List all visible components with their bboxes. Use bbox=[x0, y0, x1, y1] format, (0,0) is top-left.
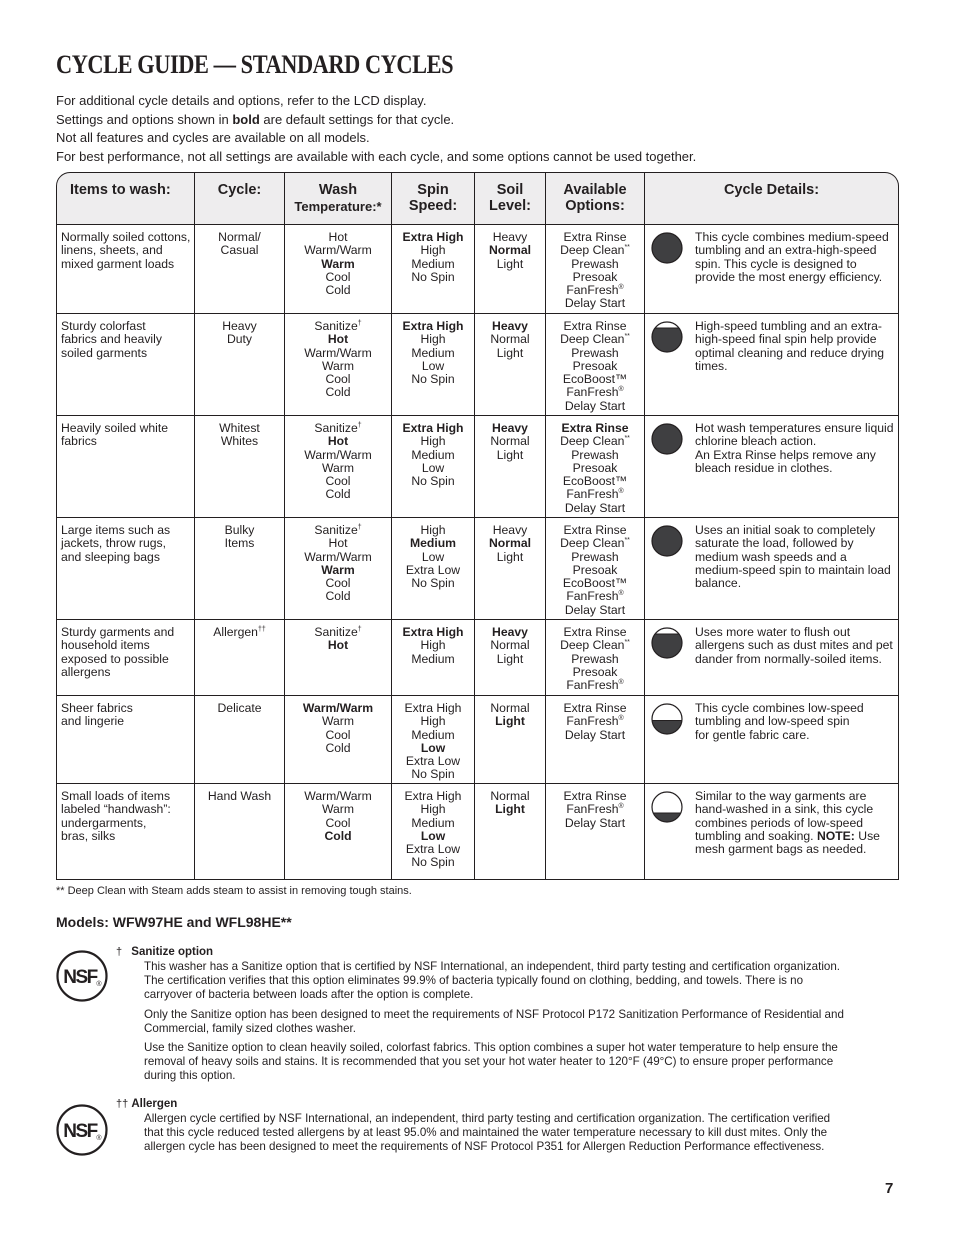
soil-option: Light bbox=[496, 549, 524, 564]
spin-option: Medium bbox=[411, 447, 455, 462]
spin-option: Extra Low bbox=[405, 562, 461, 577]
table-header-row bbox=[56, 172, 899, 225]
cycle-guide-table bbox=[56, 172, 899, 880]
soil-option: Light bbox=[495, 802, 525, 817]
soil-level-cell bbox=[475, 416, 546, 518]
table-row bbox=[56, 518, 899, 620]
temperature-option: Cold bbox=[325, 385, 351, 400]
available-option: Prewash bbox=[571, 447, 619, 462]
table-row bbox=[56, 416, 899, 518]
spin-option: Low bbox=[421, 549, 445, 564]
header-soil-level: Soil Level: bbox=[475, 172, 546, 225]
wash-temperature-cell bbox=[285, 518, 392, 620]
table-row bbox=[56, 620, 899, 696]
temperature-option: Warm/Warm bbox=[304, 789, 372, 803]
spin-option: Medium bbox=[411, 815, 455, 830]
available-option: Prewash bbox=[571, 651, 619, 666]
items-line: Heavily soiled white bbox=[61, 421, 169, 435]
soil-level-cell bbox=[475, 518, 546, 620]
items-line: mixed garment loads bbox=[61, 256, 175, 271]
soil-option: Light bbox=[496, 345, 524, 360]
soil-option: Normal bbox=[489, 243, 531, 258]
temperature-option: Cool bbox=[325, 576, 351, 591]
available-option: FanFresh® bbox=[566, 283, 624, 298]
available-option: Presoak bbox=[572, 562, 618, 577]
cycle-details-cell bbox=[645, 620, 899, 696]
soil-option: Light bbox=[495, 714, 525, 729]
table-row bbox=[56, 784, 899, 880]
spin-speed-cell bbox=[392, 518, 475, 620]
cycle-name: Delicate bbox=[217, 701, 262, 715]
temperature-option: Warm bbox=[321, 460, 355, 475]
temperature-option: Warm bbox=[321, 256, 355, 271]
temperature-option: Hot bbox=[327, 332, 349, 347]
spin-option: Extra Low bbox=[405, 754, 461, 769]
spin-option: No Spin bbox=[411, 269, 455, 284]
items-to-wash-cell bbox=[56, 696, 195, 784]
temperature-option: Sanitize† bbox=[314, 319, 362, 333]
intro-text bbox=[56, 92, 696, 166]
items-line: fabrics and heavily bbox=[61, 332, 162, 347]
svg-text:®: ® bbox=[96, 1135, 102, 1142]
spin-option: No Spin bbox=[411, 474, 455, 489]
items-line: fabrics bbox=[61, 434, 97, 449]
cycle-details-cell bbox=[645, 416, 899, 518]
spin-option: High bbox=[420, 523, 446, 537]
available-options-cell bbox=[546, 696, 645, 784]
items-line: and lingerie bbox=[61, 714, 125, 729]
available-option: Delay Start bbox=[564, 815, 626, 830]
available-option: Presoak bbox=[572, 460, 618, 475]
wash-temperature-cell bbox=[285, 784, 392, 880]
temperature-option: Warm/Warm bbox=[304, 345, 372, 360]
cycle-intensity-dial-icon bbox=[651, 627, 683, 659]
soil-option: Light bbox=[496, 447, 524, 462]
svg-text:®: ® bbox=[96, 981, 102, 988]
available-option: Extra Rinse bbox=[563, 230, 627, 244]
items-line: Normally soiled cottons, bbox=[61, 230, 191, 244]
sanitize-text: This washer has a Sanitize option that is certified by NSF International, an independent, third party testing and certification organization. The certification verifies that this option eliminates 99.9% of bacteria typically found on clothing, bedding, and towels. There is no carryover of bacteria between loads after the option is complete. Only the Sanitize option has been designed to meet the requirements of NSF Protocol P172 Sanitization Performance of Residential and Commercial, family sized clothes washer. Use the Sanitize option to clean heavily soiled, colorfast fabrics. This option combines a super hot water temperature to help ensure the removal of heavy soils and stains. It is recommended that you set your hot water heater to 120°F (49°C) to ensure proper performance during this option. bbox=[144, 960, 844, 1083]
wash-temperature-cell bbox=[285, 314, 392, 416]
cycle-details-cell bbox=[645, 225, 899, 314]
spin-option: Extra High bbox=[404, 701, 462, 715]
available-option: Deep Clean** bbox=[560, 332, 630, 347]
items-to-wash-cell bbox=[56, 620, 195, 696]
temperature-option: Cool bbox=[325, 815, 351, 830]
items-line: exposed to possible bbox=[61, 651, 169, 666]
cycle-name: Casual bbox=[220, 243, 259, 258]
available-option: Deep Clean** bbox=[560, 536, 630, 551]
cycle-details-text: Uses an initial soak to completely saturate the load, followed by medium wash speeds and a medium-speed spin to maintain load balance. bbox=[695, 523, 891, 591]
spin-speed-cell bbox=[392, 620, 475, 696]
spin-speed-cell bbox=[392, 696, 475, 784]
items-to-wash-cell bbox=[56, 225, 195, 314]
cycle-name: Items bbox=[224, 536, 255, 551]
cycle-name: Bulky bbox=[224, 523, 255, 537]
soil-level-cell bbox=[475, 784, 546, 880]
spin-speed-cell bbox=[392, 784, 475, 880]
intro-line: Settings and options shown in bold are default settings for that cycle. bbox=[56, 111, 455, 127]
cycle-cell bbox=[195, 518, 285, 620]
temperature-option: Warm bbox=[321, 358, 355, 373]
spin-option: Medium bbox=[409, 536, 457, 551]
temperature-option: Cold bbox=[324, 828, 352, 843]
available-option: Delay Start bbox=[564, 398, 626, 413]
available-option: FanFresh® bbox=[566, 714, 624, 729]
table-row bbox=[56, 314, 899, 416]
spin-option: Low bbox=[420, 740, 446, 755]
items-to-wash-cell bbox=[56, 314, 195, 416]
spin-option: Extra High bbox=[404, 789, 462, 803]
header-cycle: Cycle: bbox=[195, 172, 285, 225]
spin-option: No Spin bbox=[411, 767, 455, 782]
soil-level-cell bbox=[475, 225, 546, 314]
cycle-details-cell bbox=[645, 314, 899, 416]
items-to-wash-cell bbox=[56, 416, 195, 518]
available-options-cell bbox=[546, 620, 645, 696]
spin-option: High bbox=[420, 714, 446, 729]
temperature-option: Cold bbox=[325, 283, 351, 298]
soil-option: Normal bbox=[490, 789, 530, 803]
temperature-option: Cool bbox=[325, 372, 351, 387]
temperature-option: Warm bbox=[321, 714, 355, 729]
spin-option: High bbox=[420, 243, 446, 258]
available-option: Delay Start bbox=[564, 602, 626, 617]
header-cycle-details: Cycle Details: bbox=[645, 172, 899, 225]
items-line: linens, sheets, and bbox=[61, 243, 163, 258]
cycle-intensity-dial-icon bbox=[651, 525, 683, 557]
available-option: EcoBoost™ bbox=[562, 372, 628, 387]
cycle-details-text: Hot wash temperatures ensure liquid chlorine bleach action. An Extra Rinse helps remove any bleach residue in clothes. bbox=[695, 421, 894, 475]
header-available-options: Available Options: bbox=[546, 172, 645, 225]
cycle-name: Whites bbox=[220, 434, 259, 449]
soil-option: Heavy bbox=[492, 230, 528, 244]
cycle-name: Heavy bbox=[222, 319, 257, 333]
available-options-cell bbox=[546, 518, 645, 620]
cycle-details-text: This cycle combines medium-speed tumbling and an extra-high-speed spin. This cycle is designed to provide the most energy efficiency. bbox=[695, 230, 889, 284]
soil-level-cell bbox=[475, 314, 546, 416]
temperature-option: Warm/Warm bbox=[302, 701, 374, 715]
items-line: allergens bbox=[61, 664, 111, 679]
header-items: Items to wash: bbox=[56, 172, 195, 225]
available-option: Prewash bbox=[571, 345, 619, 360]
items-line: Large items such as bbox=[61, 523, 171, 537]
temperature-option: Warm bbox=[321, 562, 355, 577]
wash-temperature-cell bbox=[285, 416, 392, 518]
cycle-name: Normal/ bbox=[218, 230, 261, 244]
soil-option: Heavy bbox=[492, 523, 528, 537]
temperature-option: Cold bbox=[325, 487, 351, 502]
spin-option: Medium bbox=[411, 345, 455, 360]
spin-option: No Spin bbox=[411, 372, 455, 387]
intro-line: For best performance, not all settings are available with each cycle, and some options cannot be used together. bbox=[56, 148, 697, 164]
cycle-intensity-dial-icon bbox=[651, 423, 683, 455]
temperature-option: Hot bbox=[327, 434, 349, 449]
spin-option: Medium bbox=[411, 256, 455, 271]
temperature-option: Cool bbox=[325, 474, 351, 489]
items-to-wash-cell bbox=[56, 784, 195, 880]
available-option: Presoak bbox=[572, 269, 618, 284]
spin-option: Extra High bbox=[402, 625, 464, 639]
cycle-details-text: Uses more water to flush out allergens such as dust mites and pet dander from normally-soiled items. bbox=[695, 625, 893, 666]
cycle-details-cell bbox=[645, 696, 899, 784]
soil-level-cell bbox=[475, 696, 546, 784]
spin-option: Medium bbox=[411, 727, 455, 742]
soil-option: Normal bbox=[490, 434, 530, 449]
available-option: FanFresh® bbox=[566, 385, 624, 400]
soil-option: Light bbox=[496, 256, 524, 271]
available-option: Prewash bbox=[571, 256, 619, 271]
available-option: Delay Start bbox=[564, 296, 626, 311]
spin-speed-cell bbox=[392, 225, 475, 314]
spin-option: Low bbox=[421, 358, 445, 373]
temperature-option: Sanitize† bbox=[314, 421, 362, 435]
spin-option: Low bbox=[420, 828, 446, 843]
cycle-details-text: This cycle combines low-speed tumbling and low-speed spin for gentle fabric care. bbox=[695, 701, 864, 742]
nsf-logo bbox=[56, 1104, 108, 1156]
cycle-name: Hand Wash bbox=[207, 789, 272, 803]
temperature-option: Hot bbox=[327, 638, 349, 653]
table-row bbox=[56, 696, 899, 784]
items-line: Sturdy colorfast bbox=[61, 319, 146, 333]
cycle-cell bbox=[195, 620, 285, 696]
spin-option: No Spin bbox=[411, 855, 455, 870]
available-option: FanFresh® bbox=[566, 487, 624, 502]
spin-option: High bbox=[420, 638, 446, 653]
cycle-details-text: High-speed tumbling and an extra-high-speed final spin help provide optimal cleaning and reduce drying times. bbox=[695, 319, 885, 373]
spin-option: High bbox=[420, 332, 446, 347]
temperature-option: Cool bbox=[325, 269, 351, 284]
spin-speed-cell bbox=[392, 314, 475, 416]
intro-line: For additional cycle details and options, refer to the LCD display. bbox=[56, 93, 427, 108]
temperature-option: Warm/Warm bbox=[304, 447, 372, 462]
temperature-option: Hot bbox=[328, 230, 348, 244]
cycle-name: Whitest bbox=[219, 421, 260, 435]
svg-text:NSF: NSF bbox=[63, 967, 97, 988]
soil-option: Heavy bbox=[492, 421, 528, 435]
temperature-option: Warm/Warm bbox=[304, 549, 372, 564]
available-option: Presoak bbox=[572, 358, 618, 373]
available-option: Presoak bbox=[572, 664, 618, 679]
spin-option: High bbox=[420, 802, 446, 817]
spin-speed-cell bbox=[392, 416, 475, 518]
items-line: bras, silks bbox=[61, 828, 116, 843]
items-line: and sleeping bags bbox=[61, 549, 160, 564]
spin-option: Low bbox=[421, 460, 445, 475]
soil-option: Light bbox=[496, 651, 524, 666]
soil-option: Heavy bbox=[492, 319, 528, 333]
cycle-cell bbox=[195, 416, 285, 518]
svg-text:NSF: NSF bbox=[63, 1121, 97, 1142]
cycle-details-cell bbox=[645, 518, 899, 620]
spin-option: No Spin bbox=[411, 576, 455, 591]
available-option: FanFresh® bbox=[566, 678, 624, 693]
cycle-name: Duty bbox=[226, 332, 253, 347]
temperature-option: Warm/Warm bbox=[304, 243, 372, 258]
available-option: Prewash bbox=[571, 549, 619, 564]
available-option: Extra Rinse bbox=[563, 701, 627, 715]
table-row bbox=[56, 225, 899, 314]
soil-option: Normal bbox=[490, 332, 530, 347]
items-line: Small loads of items bbox=[61, 789, 171, 803]
available-option: Extra Rinse bbox=[563, 319, 627, 333]
nsf-logo bbox=[56, 950, 108, 1002]
soil-option: Normal bbox=[490, 701, 530, 715]
items-line: undergarments, bbox=[61, 815, 147, 830]
items-line: labeled “handwash”: bbox=[61, 802, 171, 817]
deep-clean-footnote: ** Deep Clean with Steam adds steam to assist in removing tough stains. bbox=[56, 885, 412, 897]
temperature-option: Warm bbox=[321, 802, 355, 817]
items-line: Sheer fabrics bbox=[61, 701, 133, 715]
header-wash-temperature: Wash Temperature:* bbox=[285, 172, 392, 225]
temperature-option: Hot bbox=[328, 536, 348, 551]
spin-option: Extra High bbox=[402, 230, 464, 244]
available-option: EcoBoost™ bbox=[562, 474, 628, 489]
available-option: Delay Start bbox=[564, 500, 626, 515]
cycle-name: Allergen†† bbox=[213, 625, 266, 639]
available-option: Extra Rinse bbox=[563, 789, 627, 803]
cycle-cell bbox=[195, 314, 285, 416]
cycle-details-text: Similar to the way garments are hand-washed in a sink, this cycle combines periods of low-speed tumbling and soaking. NOTE: Use mesh garment bags as needed. bbox=[695, 789, 880, 857]
temperature-option: Sanitize† bbox=[314, 523, 362, 537]
items-line: household items bbox=[61, 638, 150, 653]
soil-option: Heavy bbox=[492, 625, 528, 639]
cycle-cell bbox=[195, 225, 285, 314]
wash-temperature-cell bbox=[285, 620, 392, 696]
available-option: Extra Rinse bbox=[561, 421, 629, 435]
allergen-text: Allergen cycle certified by NSF International, an independent, third party testing and certification organization. The certification verified that this cycle reduced tested allergens by at least 95.0% and maintained the water temperature necessary to kill dust mites. Only the allergen cycle has been designed to meet the requirements of NSF Protocol P351 for Allergen Reduction Performance effectiveness. bbox=[144, 1112, 831, 1154]
items-to-wash-cell bbox=[56, 518, 195, 620]
available-option: Deep Clean** bbox=[560, 243, 630, 258]
wash-temperature-cell bbox=[285, 696, 392, 784]
spin-option: Medium bbox=[411, 651, 455, 666]
items-line: Sturdy garments and bbox=[61, 625, 175, 639]
available-option: EcoBoost™ bbox=[562, 576, 628, 591]
soil-option: Normal bbox=[490, 638, 530, 653]
temperature-option: Sanitize† bbox=[314, 625, 362, 639]
sanitize-heading: † Sanitize option bbox=[116, 946, 214, 958]
available-option: Deep Clean** bbox=[560, 638, 630, 653]
spin-option: Extra High bbox=[402, 319, 464, 333]
temperature-option: Cool bbox=[325, 727, 351, 742]
temperature-option: Cold bbox=[325, 740, 351, 755]
cycle-cell bbox=[195, 784, 285, 880]
available-option: Deep Clean** bbox=[560, 434, 630, 449]
available-options-cell bbox=[546, 416, 645, 518]
cycle-cell bbox=[195, 696, 285, 784]
cycle-intensity-dial-icon bbox=[651, 232, 683, 264]
page-number: 7 bbox=[885, 1180, 894, 1197]
available-options-cell bbox=[546, 784, 645, 880]
spin-option: Extra Low bbox=[405, 842, 461, 857]
available-options-cell bbox=[546, 225, 645, 314]
header-spin-speed: Spin Speed: bbox=[392, 172, 475, 225]
available-option: Delay Start bbox=[564, 727, 626, 742]
models-heading: Models: WFW97HE and WFL98HE** bbox=[56, 914, 292, 930]
spin-option: High bbox=[420, 434, 446, 449]
available-option: FanFresh® bbox=[566, 802, 624, 817]
available-option: FanFresh® bbox=[566, 589, 624, 604]
items-line: soiled garments bbox=[61, 345, 148, 360]
available-option: Extra Rinse bbox=[563, 523, 627, 537]
items-line: jackets, throw rugs, bbox=[61, 536, 166, 551]
wash-temperature-cell bbox=[285, 225, 392, 314]
spin-option: Extra High bbox=[402, 421, 464, 435]
allergen-heading: †† Allergen bbox=[116, 1098, 178, 1110]
temperature-option: Cold bbox=[325, 589, 351, 604]
available-option: Extra Rinse bbox=[563, 625, 627, 639]
soil-level-cell bbox=[475, 620, 546, 696]
cycle-intensity-dial-icon bbox=[651, 703, 683, 735]
available-options-cell bbox=[546, 314, 645, 416]
cycle-intensity-dial-icon bbox=[651, 791, 683, 823]
page-title: CYCLE GUIDE — STANDARD CYCLES bbox=[56, 50, 454, 79]
intro-line: Not all features and cycles are available on all models. bbox=[56, 130, 370, 145]
soil-option: Normal bbox=[489, 536, 531, 551]
cycle-details-cell bbox=[645, 784, 899, 880]
cycle-intensity-dial-icon bbox=[651, 321, 683, 353]
